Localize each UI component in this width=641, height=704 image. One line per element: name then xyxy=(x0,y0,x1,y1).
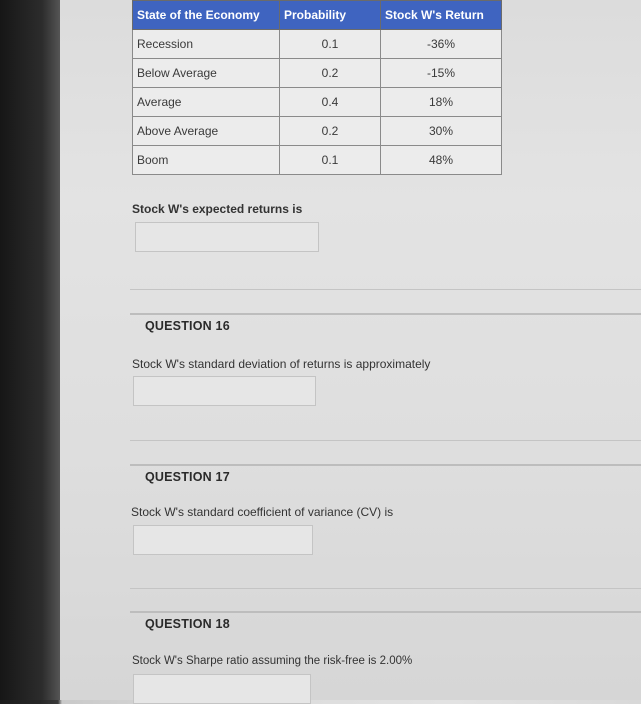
divider xyxy=(130,611,641,613)
table-row xyxy=(133,30,502,59)
q17-prompt: Stock W's standard coefficient of variance (CV) is xyxy=(131,505,394,519)
q16-label: QUESTION 16 xyxy=(145,319,230,333)
table-row xyxy=(133,117,502,146)
cell-state: Recession xyxy=(133,30,280,59)
q17-answer-input[interactable] xyxy=(133,525,313,555)
economy-returns-table xyxy=(132,0,502,175)
header-probability: Probability xyxy=(280,1,381,30)
q18-prompt: Stock W's Sharpe ratio assuming the risk-free is 2.00% xyxy=(132,655,413,667)
header-state: State of the Economy xyxy=(133,1,280,30)
q17-label: QUESTION 17 xyxy=(145,470,230,484)
q18-label: QUESTION 18 xyxy=(145,617,230,631)
table-row xyxy=(133,88,502,117)
cell-return: -15% xyxy=(381,59,502,88)
cell-probability: 0.2 xyxy=(280,59,381,88)
divider xyxy=(130,464,641,466)
cell-state: Above Average xyxy=(133,117,280,146)
divider xyxy=(130,313,641,315)
q15-answer-input[interactable] xyxy=(135,222,319,252)
divider xyxy=(130,588,641,589)
q16-prompt: Stock W's standard deviation of returns is approximately xyxy=(132,357,431,371)
q16-answer-input[interactable] xyxy=(133,376,316,406)
cell-return: 30% xyxy=(381,117,502,146)
cell-probability: 0.1 xyxy=(280,30,381,59)
cell-probability: 0.1 xyxy=(280,146,381,175)
left-dark-margin xyxy=(0,0,60,700)
table-row xyxy=(133,146,502,175)
divider xyxy=(130,289,641,290)
table-row xyxy=(133,59,502,88)
cell-state: Average xyxy=(133,88,280,117)
header-return: Stock W's Return xyxy=(381,1,502,30)
cell-probability: 0.4 xyxy=(280,88,381,117)
cell-return: 48% xyxy=(381,146,502,175)
divider xyxy=(130,440,641,441)
cell-return: -36% xyxy=(381,30,502,59)
cell-probability: 0.2 xyxy=(280,117,381,146)
cell-state: Below Average xyxy=(133,59,280,88)
cell-state: Boom xyxy=(133,146,280,175)
cell-return: 18% xyxy=(381,88,502,117)
table-header-row xyxy=(133,1,502,30)
q15-prompt: Stock W's expected returns is xyxy=(132,202,303,216)
